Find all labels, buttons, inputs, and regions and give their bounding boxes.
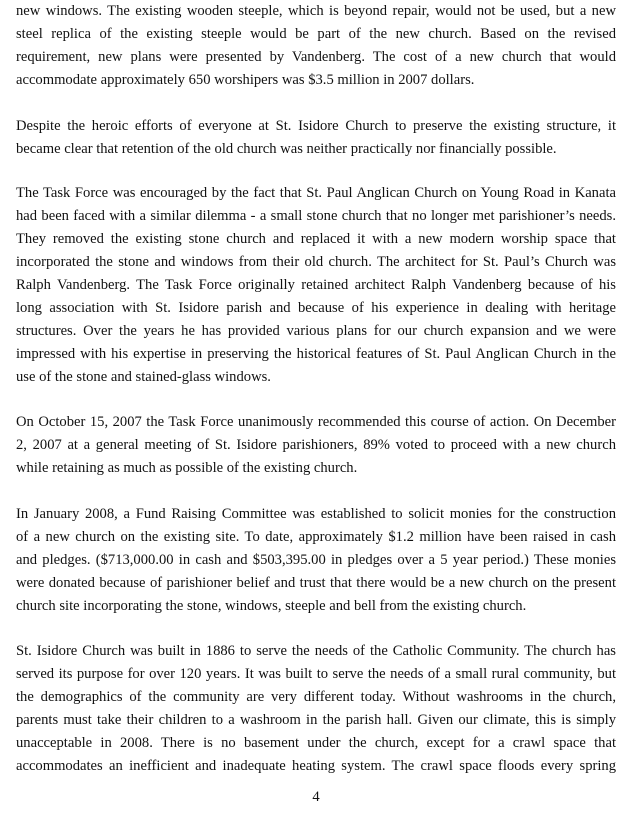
paragraph-3	[16, 182, 616, 389]
text-line: church site incorporating the stone, windows, steeple and bell from the existing church.	[16, 598, 527, 614]
text-line: the demographics of the community are very different today. Without washrooms in the church,	[16, 689, 616, 705]
text-line: The Task Force was encouraged by the fact that St. Paul Anglican Church on Young Road in Kanata	[16, 185, 616, 201]
page-number: 4	[312, 789, 320, 805]
text-line: of a new church on the existing site. To date, approximately $1.2 million have been raised in cash	[16, 529, 616, 545]
text-line: 2, 2007 at a general meeting of St. Isidore parishioners, 89% voted to proceed with a new church	[16, 437, 616, 453]
text-line: new windows. The existing wooden steeple, which is beyond repair, would not be used, but a new	[16, 3, 616, 19]
text-line: became clear that retention of the old church was neither practically nor financially possible.	[16, 141, 557, 157]
text-line: long association with St. Isidore parish and because of his experience in dealing with heritage	[16, 300, 616, 316]
text-line: St. Isidore Church was built in 1886 to serve the needs of the Catholic Community. The church has	[16, 643, 616, 659]
text-line: accommodate approximately 650 worshipers was $3.5 million in 2007 dollars.	[16, 72, 475, 88]
paragraph-1	[16, 0, 616, 92]
paragraph-4	[16, 411, 616, 480]
text-line: structures. Over the years he has provided various plans for our church expansion and we were	[16, 323, 616, 339]
text-line: Despite the heroic efforts of everyone at St. Isidore Church to preserve the existing structure, it	[16, 118, 616, 134]
document-page	[16, 0, 616, 818]
paragraph-2	[16, 115, 616, 161]
text-line: requirement, new plans were presented by Vandenberg. The cost of a new church that would	[16, 49, 616, 65]
text-line: and pledges. ($713,000.00 in cash and $503,395.00 in pledges over a 5 year period.) These monies	[16, 552, 616, 568]
text-line: incorporated the stone and windows from their old church. The architect for St. Paul’s Church was	[16, 254, 616, 270]
text-line: served its purpose for over 120 years. It was built to serve the needs of a small rural community, but	[16, 666, 616, 682]
paragraph-6	[16, 640, 616, 778]
text-line: Ralph Vandenberg. The Task Force originally retained architect Ralph Vandenberg because of his	[16, 277, 616, 293]
text-line: use of the stone and stained-glass windows.	[16, 369, 271, 385]
text-line: parents must take their children to a washroom in the parish hall. Given our climate, this is simply	[16, 712, 616, 728]
text-line: while retaining as much as possible of the existing church.	[16, 460, 358, 476]
text-line: accommodates an inefficient and inadequate heating system. The crawl space floods every spring	[16, 758, 616, 774]
text-line: In January 2008, a Fund Raising Committee was established to solicit monies for the construction	[16, 506, 616, 522]
text-line: impressed with his expertise in preserving the historical features of St. Paul Anglican Church in the	[16, 346, 616, 362]
text-line: had been faced with a similar dilemma - a small stone church that no longer met parishioner’s needs.	[16, 208, 616, 224]
paragraph-5	[16, 503, 616, 618]
text-line: They removed the existing stone church and replaced it with a new modern worship space that	[16, 231, 616, 247]
text-line: steel replica of the existing steeple would be part of the new church. Based on the revised	[16, 26, 616, 42]
text-line: On October 15, 2007 the Task Force unanimously recommended this course of action. On December	[16, 414, 616, 430]
text-line: were donated because of parishioner belief and trust that there would be a new church on the present	[16, 575, 616, 591]
text-line: unacceptable in 2008. There is no basement under the church, except for a crawl space that	[16, 735, 616, 751]
